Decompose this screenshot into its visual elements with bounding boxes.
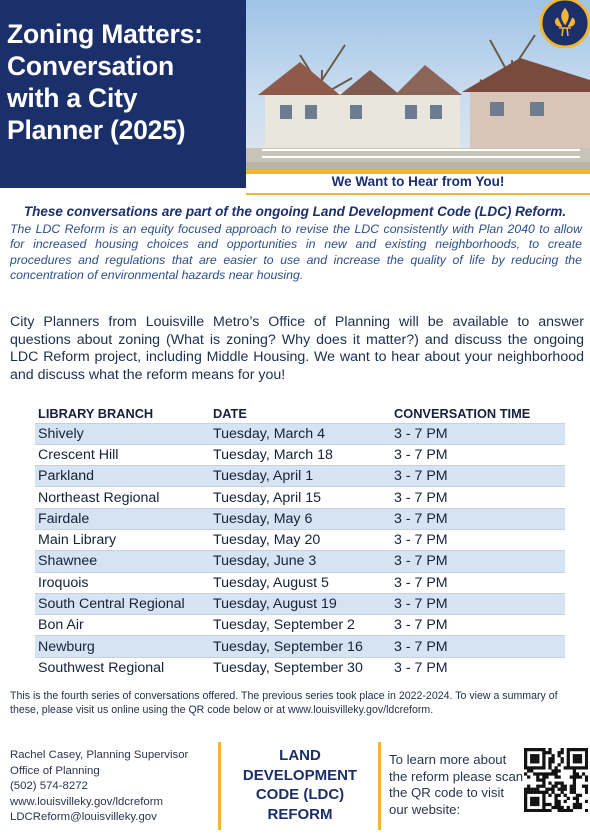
date-cell: Tuesday, April 1 bbox=[210, 466, 391, 487]
branch-cell: Newburg bbox=[35, 636, 210, 657]
table-header-row bbox=[35, 404, 565, 423]
table-row bbox=[35, 615, 565, 636]
branch-cell: Shively bbox=[35, 423, 210, 444]
header-library-branch: LIBRARY BRANCH bbox=[35, 404, 210, 423]
table-row bbox=[35, 444, 565, 465]
time-cell: 3 - 7 PM bbox=[391, 572, 565, 593]
date-cell: Tuesday, June 3 bbox=[210, 551, 391, 572]
ldc-reform-label: LAND DEVELOPMENT CODE (LDC) REFORM bbox=[242, 747, 358, 823]
table-row bbox=[35, 529, 565, 550]
branch-cell: Bon Air bbox=[35, 615, 210, 636]
date-cell: Tuesday, May 6 bbox=[210, 508, 391, 529]
table-row bbox=[35, 466, 565, 487]
table-row bbox=[35, 551, 565, 572]
branch-cell: Northeast Regional bbox=[35, 487, 210, 508]
ldc-description: The LDC Reform is an equity focused approach to revise the LDC consistently with Plan 2040 to allow for increased housing choices and opportunities in new and existing neighborhoods, to create procedures and regulations that are easier to use and increase the quality of life by reducing the concentration of environmental hazards near housing. bbox=[10, 222, 582, 282]
branch-cell: Parkland bbox=[35, 466, 210, 487]
branch-cell: South Central Regional bbox=[35, 593, 210, 614]
time-cell: 3 - 7 PM bbox=[391, 487, 565, 508]
title-box bbox=[0, 0, 246, 188]
contact-office: Office of Planning bbox=[10, 764, 100, 777]
date-cell: Tuesday, September 30 bbox=[210, 657, 391, 678]
contact-phone[interactable]: (502) 574-8272 bbox=[10, 780, 88, 793]
time-cell: 3 - 7 PM bbox=[391, 636, 565, 657]
contact-name: Rachel Casey, Planning Supervisor bbox=[10, 749, 189, 761]
date-cell: Tuesday, March 4 bbox=[210, 423, 391, 444]
time-cell: 3 - 7 PM bbox=[391, 657, 565, 678]
branch-cell: Main Library bbox=[35, 529, 210, 550]
branch-cell: Iroquois bbox=[35, 572, 210, 593]
table-row bbox=[35, 487, 565, 508]
branch-cell: Southwest Regional bbox=[35, 657, 210, 678]
date-cell: Tuesday, August 19 bbox=[210, 593, 391, 614]
contact-website-link[interactable]: www.louisvilleky.gov/ldcreform bbox=[10, 795, 163, 808]
ldc-lead-statement: These conversations are part of the ongoing Land Development Code (LDC) Reform. bbox=[23, 204, 567, 219]
time-cell: 3 - 7 PM bbox=[391, 466, 565, 487]
table-row bbox=[35, 423, 565, 444]
table-row bbox=[35, 636, 565, 657]
learn-more-text: To learn more about the reform please scan the QR code to visit our website: bbox=[389, 752, 524, 817]
series-note: This is the fourth series of conversations offered. The previous series took place in 2022-2024. To view a summary of these, please visit us online using the QR code below or at www.louisvilleky.gov/ldcreform. bbox=[10, 690, 558, 716]
banner-divider bbox=[246, 193, 590, 195]
time-cell: 3 - 7 PM bbox=[391, 444, 565, 465]
table-row bbox=[35, 657, 565, 678]
footer bbox=[0, 734, 590, 835]
date-cell: Tuesday, September 2 bbox=[210, 615, 391, 636]
louisville-seal-icon bbox=[540, 0, 590, 48]
time-cell: 3 - 7 PM bbox=[391, 593, 565, 614]
date-cell: Tuesday, September 16 bbox=[210, 636, 391, 657]
branch-cell: Shawnee bbox=[35, 551, 210, 572]
table-row bbox=[35, 508, 565, 529]
header-conversation-time: CONVERSATION TIME bbox=[391, 404, 565, 423]
table-row bbox=[35, 572, 565, 593]
branch-cell: Fairdale bbox=[35, 508, 210, 529]
schedule-table bbox=[35, 404, 565, 679]
footer-divider bbox=[378, 742, 381, 830]
qr-code-icon[interactable] bbox=[524, 748, 588, 812]
date-cell: Tuesday, May 20 bbox=[210, 529, 391, 550]
table-row bbox=[35, 593, 565, 614]
page-title: Zoning Matters: Conversation with a City Planner (2025) bbox=[7, 19, 203, 145]
date-cell: Tuesday, August 5 bbox=[210, 572, 391, 593]
contact-email-link[interactable]: LDCReform@louisvilleky.gov bbox=[10, 811, 157, 824]
date-cell: Tuesday, March 18 bbox=[210, 444, 391, 465]
planners-paragraph: City Planners from Louisville Metro’s Office of Planning will be available to answer questions about zoning (What is zoning? Why does it matter?) and discuss the ongoing LDC Reform project, including Middle Housing. We want to hear about your neighborhood and discuss what the reform means for you! bbox=[10, 314, 584, 383]
branch-cell: Crescent Hill bbox=[35, 444, 210, 465]
time-cell: 3 - 7 PM bbox=[391, 551, 565, 572]
date-cell: Tuesday, April 15 bbox=[210, 487, 391, 508]
time-cell: 3 - 7 PM bbox=[391, 508, 565, 529]
time-cell: 3 - 7 PM bbox=[391, 615, 565, 636]
footer-divider bbox=[218, 742, 221, 830]
time-cell: 3 - 7 PM bbox=[391, 529, 565, 550]
contact-block bbox=[10, 748, 210, 826]
hear-from-you-banner: We Want to Hear from You! bbox=[246, 170, 590, 188]
time-cell: 3 - 7 PM bbox=[391, 423, 565, 444]
header-date: DATE bbox=[210, 404, 391, 423]
